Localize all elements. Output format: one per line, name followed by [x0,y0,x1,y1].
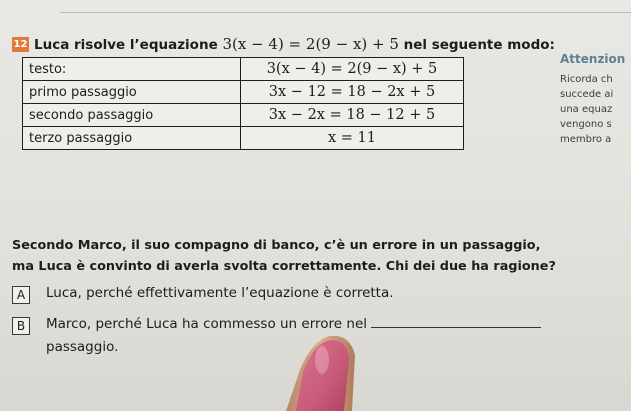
table-row [23,81,464,104]
sidebar-line: vengono s [560,119,612,130]
option-text-main: Marco, perché Luca ha commesso un errore nel [46,316,367,332]
sidebar-title: Attenzion [560,52,626,66]
option-letter-box[interactable]: B [12,317,30,335]
answer-blank-line [371,327,541,328]
exercise-number-badge: 12 [13,39,28,50]
solution-steps-table [22,57,464,150]
option-letter-box[interactable]: A [12,286,30,304]
question-line: ma Luca è convinto di averla svolta correttamente. Chi dei due ha ragione? [12,259,556,274]
problem-text-before: Luca risolve l’equazione [34,37,223,53]
sidebar-line: succede ai [560,89,614,100]
table-row [23,104,464,127]
sidebar-line: membro a [560,134,612,145]
step-label: terzo passaggio [23,127,241,150]
nail-polish-shape [296,340,349,411]
step-label: primo passaggio [23,81,241,104]
problem-text [34,35,555,53]
step-label: testo: [23,58,241,81]
attention-sidebar [560,52,631,147]
step-label: secondo passaggio [23,104,241,127]
page-top-rule [60,12,631,13]
option-text: Luca, perché effettivamente l’equazione è corretta. [46,285,394,301]
sidebar-line: Ricorda ch [560,74,613,85]
table-row [23,127,464,150]
step-equation: x = 11 [241,127,464,150]
sidebar-line: una equaz [560,104,613,115]
step-equation: 3(x − 4) = 2(9 − x) + 5 [241,58,464,81]
question-text [12,235,612,277]
nail-highlight [315,346,329,374]
problem-text-after: nel seguente modo: [398,37,555,53]
question-line: Secondo Marco, il suo compagno di banco, c’è un errore in un passaggio, [12,238,541,253]
finger-shape [286,336,355,411]
step-equation: 3x − 12 = 18 − 2x + 5 [241,81,464,104]
option-text-continuation: passaggio. [46,339,119,355]
problem-equation: 3(x − 4) = 2(9 − x) + 5 [222,35,399,53]
table-row [23,58,464,81]
step-equation: 3x − 2x = 18 − 12 + 5 [241,104,464,127]
problem-statement [12,36,572,54]
option-text [46,316,541,332]
